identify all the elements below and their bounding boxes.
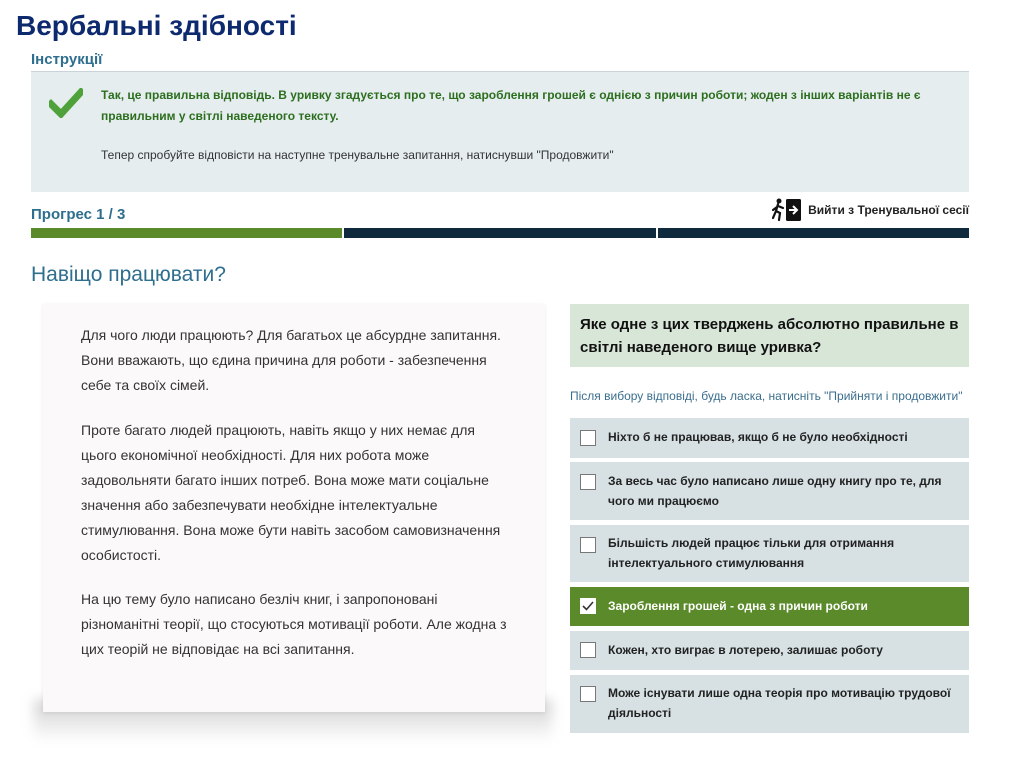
answer-option-6[interactable] <box>570 675 969 733</box>
progress-segment-3 <box>658 228 969 238</box>
question-hint: Після вибору відповіді, будь ласка, натисніть "Прийняти і продовжити" <box>570 389 963 403</box>
instructions-label: Інструкції <box>31 51 103 68</box>
exit-door-icon <box>772 198 802 222</box>
answer-option-3[interactable] <box>570 525 969 582</box>
answer-checkbox[interactable] <box>580 430 596 446</box>
section-title: Навіщо працювати? <box>31 263 226 286</box>
feedback-panel <box>31 72 969 192</box>
passage-paragraph-1: Для чого люди працюють? Для багатьох це абсурдне запитання. Вони вважають, що єдина причина для роботи - забезпечення себе та своїх сімей. <box>81 327 501 393</box>
exit-session-label: Вийти з Тренувальної сесії <box>808 203 969 217</box>
answer-label: Зароблення грошей - одна з причин роботи <box>608 599 868 613</box>
answer-label: За весь час було написано лише одну книгу про те, для чого ми працюємо <box>608 474 942 508</box>
progress-segment-1 <box>31 228 342 238</box>
answer-option-4[interactable] <box>570 587 969 626</box>
answer-checkbox[interactable] <box>580 474 596 490</box>
answer-label: Кожен, хто виграє в лотерею, залишає роботу <box>608 643 883 657</box>
passage-panel <box>43 304 545 712</box>
answer-checkbox[interactable] <box>580 686 596 702</box>
progress-bar <box>31 228 969 238</box>
feedback-correct-text: Так, це правильна відповідь. В уривку згадується про те, що зароблення грошей є однією з причин роботи; жоден з інших варіантів не є правильним у світлі наведеного тексту. <box>101 88 921 123</box>
answer-checkbox[interactable] <box>580 642 596 658</box>
progress-label: Прогрес 1 / 3 <box>31 206 126 223</box>
checkmark-icon <box>49 88 83 118</box>
answer-option-1[interactable] <box>570 418 969 458</box>
answer-option-5[interactable] <box>570 631 969 670</box>
answer-checkbox[interactable] <box>580 537 596 553</box>
question-box <box>570 304 969 367</box>
feedback-next-text: Тепер спробуйте відповісти на наступне тренувальне запитання, натиснувши "Продовжити" <box>101 148 614 162</box>
checkmark-icon <box>582 600 594 612</box>
answer-label: Може існувати лише одна теорія про мотивацію трудової діяльності <box>608 686 951 720</box>
passage-paragraph-3: На цю тему було написано безліч книг, і запропоновані різноманітні теорії, що стосуються мотивації роботи. Але жодна з цих теорій не відповідає на всі запитання. <box>81 591 507 657</box>
exit-session-button[interactable] <box>772 198 969 222</box>
answer-option-2[interactable] <box>570 462 969 520</box>
answer-checkbox-checked[interactable] <box>580 598 596 614</box>
answer-label: Більшість людей працює тільки для отримання інтелектуального стимулювання <box>608 536 895 570</box>
answer-label: Ніхто б не працював, якщо б не було необхідності <box>608 430 908 444</box>
passage-paragraph-2: Проте багато людей працюють, навіть якщо у них немає для цього економічної необхідності. Для них робота може задовольняти багато інших потреб. Вона може мати соціальне значення або забезпечувати необхідне інтелектуальне стимулювання. Вона може бути навіть засобом самовизначення особистості. <box>81 422 501 563</box>
question-text: Яке одне з цих тверджень абсолютно правильне в світлі наведеного вище уривка? <box>580 316 959 356</box>
progress-segment-2 <box>344 228 655 238</box>
page-title: Вербальні здібності <box>16 10 297 41</box>
